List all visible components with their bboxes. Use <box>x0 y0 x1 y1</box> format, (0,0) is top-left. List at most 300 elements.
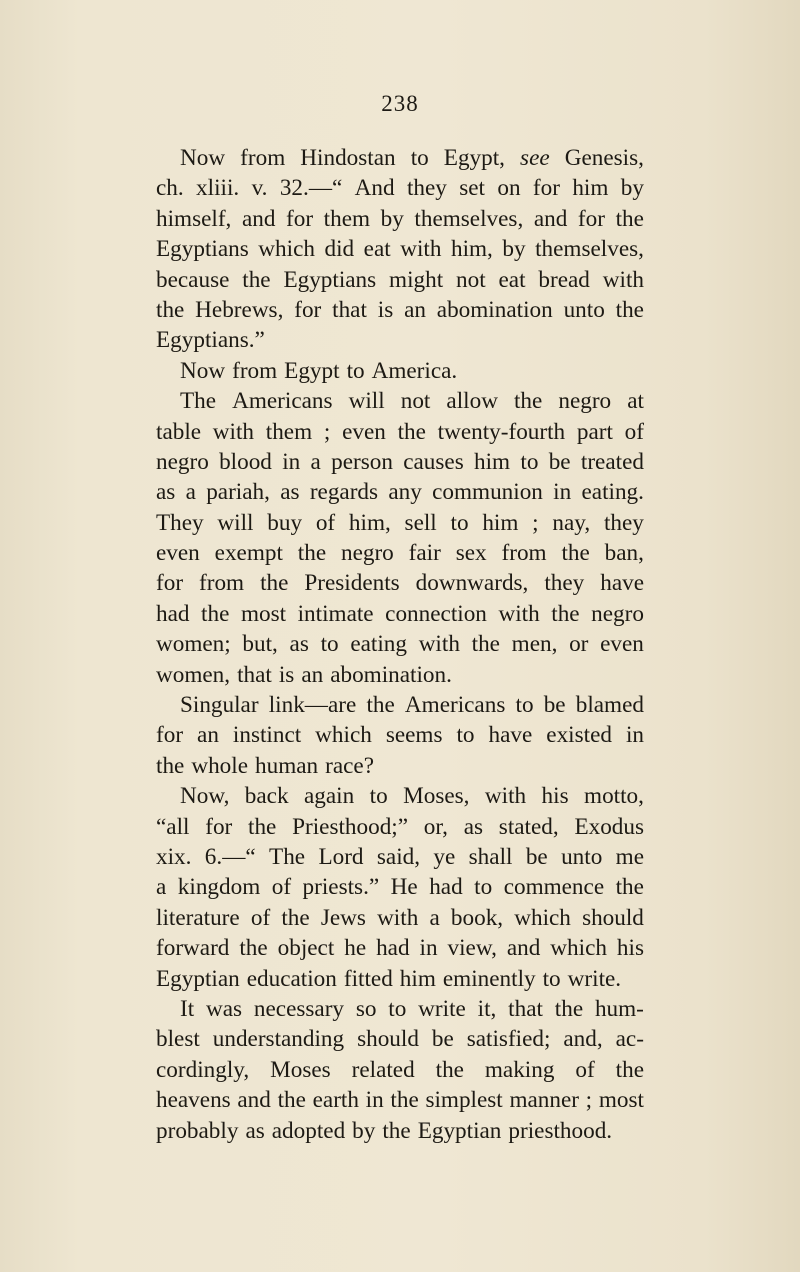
word: be <box>548 448 571 475</box>
text-line <box>156 538 644 568</box>
paragraph <box>156 994 644 1146</box>
word: and <box>241 205 276 232</box>
word: eat <box>498 266 526 293</box>
text-line <box>156 295 644 325</box>
word: as <box>463 813 484 840</box>
word: Egyptians <box>156 236 249 263</box>
word: Egyptian <box>156 965 240 992</box>
word: had <box>156 600 190 627</box>
word: adopted <box>271 1117 346 1144</box>
word: to <box>369 783 388 810</box>
word: nay, <box>552 509 591 536</box>
word: in <box>625 722 644 749</box>
word: sex <box>455 540 487 567</box>
word: have <box>600 570 644 597</box>
word: even <box>342 418 386 445</box>
text-line <box>156 477 644 507</box>
word: eminently <box>442 965 536 992</box>
word: will <box>217 509 254 536</box>
paragraph <box>156 690 644 781</box>
word: Egyptian <box>417 1117 502 1144</box>
word: object <box>277 935 335 962</box>
word: which <box>315 722 372 749</box>
word: The <box>269 843 306 870</box>
word: on <box>497 175 521 202</box>
word: or <box>569 631 589 658</box>
word: manner <box>509 1087 579 1114</box>
text-line <box>156 447 644 477</box>
word: back <box>244 783 289 810</box>
word: in <box>419 935 438 962</box>
word: the <box>397 418 426 445</box>
word: the <box>561 540 590 567</box>
word: xliii. <box>196 175 240 202</box>
word: whole <box>191 752 248 779</box>
text-line <box>156 265 644 295</box>
word: bread <box>538 266 590 293</box>
word: they <box>406 175 447 202</box>
word: an <box>301 661 324 688</box>
word: and <box>533 205 568 232</box>
word: men, <box>511 631 558 658</box>
word: be <box>431 1026 454 1053</box>
word: should <box>357 1026 419 1053</box>
text-line <box>156 356 644 386</box>
word: and <box>506 935 541 962</box>
word: table <box>156 418 202 445</box>
word: in <box>553 479 572 506</box>
word: women; <box>156 631 231 658</box>
word: ac- <box>615 1026 644 1053</box>
word: from <box>240 145 286 171</box>
word: intimate <box>297 600 374 627</box>
word: negro <box>591 600 644 627</box>
word: women, <box>156 661 231 688</box>
word: as <box>245 1117 265 1144</box>
word: for <box>205 813 233 840</box>
text-line <box>156 903 644 933</box>
word: shall <box>468 843 513 870</box>
word: themselves, <box>414 205 524 232</box>
word: of <box>271 874 292 901</box>
word: with <box>498 600 540 627</box>
word: write <box>418 995 466 1022</box>
word: treated <box>580 448 644 475</box>
word: abomination <box>436 296 553 323</box>
word: a <box>185 479 196 506</box>
word: probably <box>156 1117 239 1144</box>
word: fair <box>408 540 441 567</box>
word: the <box>615 1056 644 1083</box>
text-line <box>156 508 644 538</box>
body-text <box>156 143 644 1146</box>
word: It <box>180 995 195 1022</box>
word: the <box>513 388 543 415</box>
word: the <box>281 904 310 931</box>
word: to <box>474 874 493 901</box>
word: them <box>265 418 313 445</box>
text-line <box>156 629 644 659</box>
text-line <box>156 994 644 1024</box>
word: Now <box>180 357 226 384</box>
word: Presidents <box>304 570 400 597</box>
word: ye <box>433 843 456 870</box>
word: for <box>156 722 184 749</box>
word: the <box>366 692 395 719</box>
word: education <box>246 965 337 992</box>
word: be <box>525 843 548 870</box>
word: himself, <box>156 205 232 232</box>
word: a <box>429 904 440 931</box>
word: instinct <box>232 722 302 749</box>
text-line <box>156 964 644 994</box>
word: Jews <box>320 904 366 931</box>
word: might <box>389 266 444 293</box>
word: Egyptians.” <box>156 327 265 354</box>
text-line <box>156 599 644 629</box>
word: themselves, <box>535 236 644 263</box>
word: cordingly, <box>156 1056 250 1083</box>
text-line <box>156 1116 644 1146</box>
paragraph <box>156 143 644 356</box>
word: for <box>294 296 322 323</box>
word: is <box>377 296 394 323</box>
word: Priesthood;” <box>292 813 409 840</box>
text-line <box>156 872 644 902</box>
word: to <box>346 357 365 384</box>
word: hum- <box>594 995 644 1022</box>
word: for <box>577 205 605 232</box>
word: him <box>482 509 519 536</box>
word: the <box>156 752 185 779</box>
word: they <box>603 509 644 536</box>
word: his <box>541 783 569 810</box>
word: Now, <box>180 783 230 810</box>
word: twenty-fourth <box>437 418 566 445</box>
word: is <box>278 661 295 688</box>
word: eat <box>363 236 391 263</box>
word: downwards, <box>415 570 529 597</box>
word: He <box>390 874 418 901</box>
word: Hebrews, <box>195 296 284 323</box>
word: the <box>242 266 271 293</box>
word: Exodus <box>574 813 644 840</box>
word: not <box>400 388 431 415</box>
word: with <box>484 783 527 810</box>
word: the <box>471 631 500 658</box>
word: that <box>332 296 367 323</box>
text-line <box>156 173 644 203</box>
word: him <box>399 965 436 992</box>
word: that <box>237 661 272 688</box>
word: book, <box>450 904 504 931</box>
word: at <box>627 388 644 415</box>
word: as <box>289 631 309 658</box>
paragraph <box>156 386 644 690</box>
word: will <box>348 388 385 415</box>
text-line <box>156 204 644 234</box>
word: from <box>501 540 547 567</box>
word: race? <box>325 752 374 779</box>
word: set <box>459 175 485 202</box>
word: view, <box>447 935 497 962</box>
text-line <box>156 1024 644 1054</box>
word: making <box>484 1056 555 1083</box>
word: that <box>508 995 543 1022</box>
word: the <box>201 600 230 627</box>
word: a <box>156 874 167 901</box>
word: to <box>456 722 475 749</box>
text-line <box>156 720 644 750</box>
word: most <box>240 600 287 627</box>
word: the <box>156 296 185 323</box>
word: him <box>572 175 609 202</box>
word: blest <box>156 1026 200 1053</box>
word: necessary <box>253 995 345 1022</box>
word: Genesis, <box>564 145 644 171</box>
word: with <box>212 418 255 445</box>
word: the <box>390 1087 419 1114</box>
word: in <box>282 448 301 475</box>
word: to <box>520 448 539 475</box>
word: “all <box>156 813 190 840</box>
word: write. <box>567 965 622 992</box>
text-line <box>156 812 644 842</box>
word: regards <box>309 479 379 506</box>
word: ch. <box>156 175 184 202</box>
word: and, <box>563 1026 603 1053</box>
word: him, <box>450 236 493 263</box>
text-line <box>156 234 644 264</box>
word: motto, <box>584 783 644 810</box>
word: be <box>543 692 566 719</box>
word: Hindostan <box>300 145 396 171</box>
word: the <box>260 570 289 597</box>
word: Moses, <box>403 783 470 810</box>
word: had <box>376 935 410 962</box>
word: 6.—“ <box>204 843 256 870</box>
word: simplest <box>425 1087 503 1114</box>
word: the <box>615 296 644 323</box>
word: fitted <box>343 965 393 992</box>
word: said, <box>376 843 421 870</box>
text-line <box>156 568 644 598</box>
word: ban, <box>604 540 644 567</box>
word: America. <box>371 357 458 384</box>
word: which <box>550 935 607 962</box>
word: or, <box>423 813 448 840</box>
word: related <box>351 1056 415 1083</box>
word: seems <box>385 722 443 749</box>
word: him, <box>348 509 391 536</box>
word: causes <box>403 448 464 475</box>
word: to <box>320 631 339 658</box>
word: exempt <box>214 540 283 567</box>
word: ; <box>323 418 331 445</box>
word: abomination. <box>330 661 452 688</box>
word: should <box>582 904 644 931</box>
word: Egypt <box>284 357 340 384</box>
word: of <box>250 904 271 931</box>
word: person <box>331 448 393 475</box>
word: the <box>297 540 327 567</box>
word: with <box>377 904 419 931</box>
word: him <box>474 448 511 475</box>
word: an <box>404 296 426 323</box>
word: for <box>156 570 184 597</box>
word: the <box>615 874 644 901</box>
word: ; <box>585 1087 593 1114</box>
word: blood <box>219 448 272 475</box>
word: Egypt, <box>443 145 505 171</box>
word: them <box>323 205 371 232</box>
word: human <box>255 752 319 779</box>
paragraph <box>156 781 644 994</box>
word: Americans <box>404 692 506 719</box>
word: as <box>156 479 176 506</box>
word: as <box>280 479 300 506</box>
word: the <box>239 935 268 962</box>
word: have <box>488 722 533 749</box>
word: with <box>400 236 442 263</box>
word: for <box>532 175 560 202</box>
word: not <box>456 266 486 293</box>
word: but, <box>242 631 278 658</box>
word: allow <box>446 388 498 415</box>
word: with <box>602 266 644 293</box>
word: he <box>344 935 367 962</box>
word: the <box>382 1117 411 1144</box>
text-line <box>156 690 644 720</box>
word: forward <box>156 935 230 962</box>
paragraph <box>156 356 644 386</box>
word: Americans <box>232 388 333 415</box>
word: an <box>197 722 219 749</box>
word: link—are <box>268 692 357 719</box>
word: even <box>156 540 200 567</box>
word: by <box>352 1117 376 1144</box>
word: and <box>237 1087 271 1114</box>
word: for <box>286 205 314 232</box>
word: stated, <box>498 813 559 840</box>
word: because <box>156 266 230 293</box>
word: v. <box>251 175 268 202</box>
word: eating. <box>581 479 644 506</box>
word: negro <box>340 540 394 567</box>
word: any <box>388 479 422 506</box>
word: The <box>180 388 217 415</box>
word: literature <box>156 904 240 931</box>
word: the <box>435 1056 464 1083</box>
word: understanding <box>212 1026 345 1053</box>
word: to <box>542 965 561 992</box>
word: by <box>620 175 644 202</box>
text-line <box>156 842 644 872</box>
word: of <box>624 418 644 445</box>
text-line <box>156 751 644 781</box>
word: Moses <box>270 1056 331 1083</box>
word: unto <box>563 296 605 323</box>
text-line <box>156 781 644 811</box>
word: Now <box>180 145 226 171</box>
word: xix. <box>156 843 192 870</box>
word: they <box>544 570 585 597</box>
word: most <box>598 1087 644 1114</box>
word: the <box>248 813 277 840</box>
word: to <box>450 509 469 536</box>
word: communion <box>432 479 543 506</box>
word: negro <box>156 448 209 475</box>
text-line <box>156 325 644 355</box>
word: his <box>616 935 644 962</box>
word: a <box>310 448 321 475</box>
word: negro <box>558 388 612 415</box>
word: the <box>554 995 584 1022</box>
page-number: 238 <box>381 91 419 116</box>
word: eating <box>350 631 407 658</box>
word: pariah, <box>206 479 270 506</box>
word: which <box>514 904 571 931</box>
word: of <box>575 1056 595 1083</box>
word: the <box>551 600 580 627</box>
word: kingdom <box>177 874 261 901</box>
word: Singular <box>180 692 259 719</box>
word: sell <box>404 509 437 536</box>
text-line <box>156 1055 644 1085</box>
word: which <box>258 236 315 263</box>
word: heavens <box>156 1087 231 1114</box>
word: was <box>206 995 243 1022</box>
word: from <box>232 357 278 384</box>
word: They <box>156 509 204 536</box>
word: with <box>418 631 460 658</box>
word: blamed <box>575 692 644 719</box>
word: to <box>515 692 534 719</box>
word: earth <box>312 1087 359 1114</box>
text-line <box>156 660 644 690</box>
word: part <box>576 418 613 445</box>
word: 32.—“ <box>279 175 343 202</box>
text-line <box>156 933 644 963</box>
word: buy <box>267 509 303 536</box>
word: from <box>199 570 245 597</box>
word: priests.” <box>302 874 380 901</box>
word: to <box>388 995 407 1022</box>
word: did <box>324 236 355 263</box>
word: in <box>365 1087 384 1114</box>
word: had <box>429 874 463 901</box>
word: the <box>277 1087 306 1114</box>
word: so <box>355 995 377 1022</box>
word: Egyptians <box>283 266 377 293</box>
word: And <box>354 175 395 202</box>
word: to <box>410 145 429 171</box>
word: of <box>315 509 336 536</box>
word: commence <box>503 874 605 901</box>
word: me <box>615 843 644 870</box>
word: Lord <box>318 843 364 870</box>
word: the <box>615 205 644 232</box>
word: even <box>600 631 644 658</box>
word: satisfied; <box>466 1026 551 1053</box>
word: priesthood. <box>508 1117 613 1144</box>
text-line <box>156 417 644 447</box>
word: unto <box>561 843 603 870</box>
word: again <box>304 783 355 810</box>
text-line <box>156 1085 644 1115</box>
word: ; <box>532 509 539 536</box>
word: connection <box>385 600 487 627</box>
